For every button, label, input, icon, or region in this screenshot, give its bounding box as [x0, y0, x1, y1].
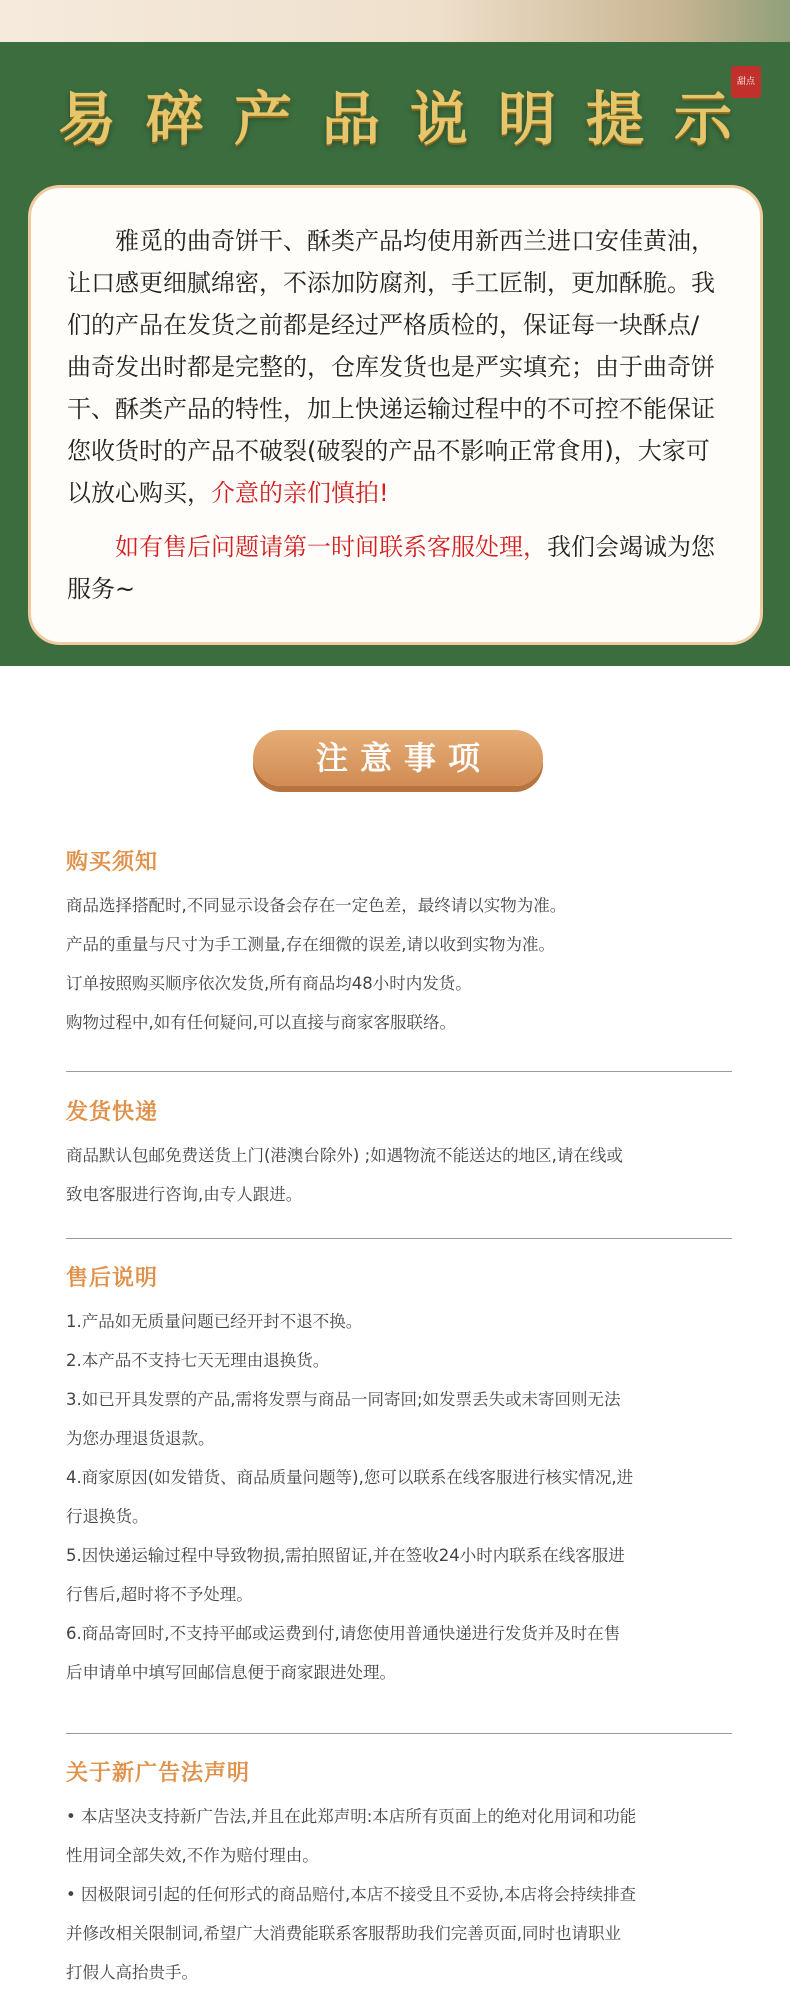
section-divider: [66, 1238, 732, 1239]
after-sales-highlight: 如有售后问题请第一时间联系客服处理，: [115, 533, 547, 561]
text-line: 并修改相关限制词,希望广大消费能联系客服帮助我们完善页面,同时也请职业: [66, 1924, 621, 1943]
section-title: 售后说明: [66, 1266, 159, 1291]
fragile-notice-card: [28, 185, 763, 645]
text-line: • 因极限词引起的任何形式的商品赔付,本店不接受且不妥协,本店将会持续排查: [66, 1885, 636, 1904]
section-title: 发货快递: [66, 1100, 159, 1125]
text-line: 5.因快递运输过程中导致物损,需拍照留证,并在签收24小时内联系在线客服进: [66, 1546, 625, 1565]
text-line: 6.商品寄回时,不支持平邮或运费到付,请您使用普通快递进行发货并及时在售: [66, 1624, 621, 1643]
text-line: • 本店坚决支持新广告法,并且在此郑声明:本店所有页面上的绝对化用词和功能: [66, 1807, 637, 1826]
text-line: 行退换货。: [66, 1507, 149, 1526]
service-paragraph: 如有售后问题请第一时间联系客服处理，我们会竭诚为您服务~: [67, 533, 715, 603]
section-purchase-notice: [66, 846, 732, 1042]
text-line: 4.商家原因(如发错货、商品质量问题等),您可以联系在线客服进行核实情况,进: [66, 1468, 634, 1487]
text-line: 后申请单中填写回邮信息便于商家跟进处理。: [66, 1663, 396, 1682]
text-line: 产品的重量与尺寸为手工测量,存在细微的误差,请以收到实物为准。: [66, 935, 555, 954]
text-line: 性用词全部失效,不作为赔付理由。: [66, 1846, 319, 1865]
section-title: 购买须知: [66, 850, 159, 875]
section-title: 关于新广告法声明: [66, 1761, 251, 1786]
caution-text: 介意的亲们慎拍!: [211, 479, 389, 507]
text-line: 商品默认包邮免费送货上门(港澳台除外) ;如遇物流不能送达的地区,请在线或: [66, 1146, 623, 1165]
section-divider: [66, 1733, 732, 1734]
section-shipping: [66, 1096, 732, 1214]
top-banner-strip: [0, 0, 790, 42]
text-line: 打假人高抬贵手。: [66, 1963, 198, 1982]
section-ad-law-statement: [66, 1757, 732, 1992]
text-line: 行售后,超时将不予处理。: [66, 1585, 253, 1604]
brand-seal: 甜点: [731, 66, 761, 98]
section-divider: [66, 1071, 732, 1072]
text-line: 致电客服进行咨询,由专人跟进。: [66, 1185, 303, 1204]
fragile-paragraph: 雅觅的曲奇饼干、酥类产品均使用新西兰进口安佳黄油，让口感更细腻绵密，不添加防腐剂，手工匠制，更加酥脆。我们的产品在发货之前都是经过严格质检的，保证每一块酥点/曲奇发出时都是完整的，仓库发货也是严实填充；由于曲奇饼干、酥类产品的特性，加上快递运输过程中的不可控不能保证您收货时的产品不破裂(破裂的产品不影响正常食用)，大家可以放心购买，介意的亲们慎拍!: [67, 227, 715, 507]
text-line: 购物过程中,如有任何疑问,可以直接与商家客服联络。: [66, 1013, 456, 1032]
section-after-sales: [66, 1262, 732, 1692]
text-line: 2.本产品不支持七天无理由退换货。: [66, 1351, 330, 1370]
text-line: 为您办理退货退款。: [66, 1429, 215, 1448]
text-line: 1.产品如无质量问题已经开封不退不换。: [66, 1312, 363, 1331]
text-line: 商品选择搭配时,不同显示设备会存在一定色差，最终请以实物为准。: [66, 896, 567, 915]
text-line: 订单按照购买顺序依次发货,所有商品均48小时内发货。: [66, 974, 472, 993]
notice-heading-pill: 注意事项: [253, 730, 543, 786]
text-line: 3.如已开具发票的产品,需将发票与商品一同寄回;如发票丢失或未寄回则无法: [66, 1390, 621, 1409]
hero-title: 易碎产品说明提示: [57, 85, 762, 153]
